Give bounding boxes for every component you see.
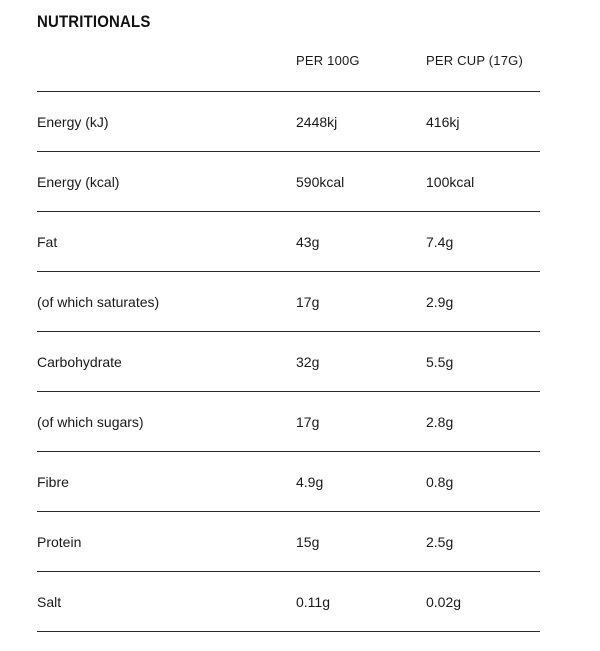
page-title: NUTRITIONALS (37, 12, 151, 31)
value-per-cup: 100kcal (426, 174, 475, 190)
value-per-cup: 2.8g (426, 414, 454, 430)
value-per-cup: 5.5g (426, 354, 454, 370)
value-per-100g: 43g (296, 234, 320, 250)
table-row (37, 512, 540, 572)
header-per-100g: PER 100G (296, 53, 360, 68)
nutrient-label: Energy (kJ) (37, 114, 109, 130)
value-per-100g: 17g (296, 294, 320, 310)
table-row (37, 272, 540, 332)
value-per-100g: 17g (296, 414, 320, 430)
value-per-100g: 32g (296, 354, 320, 370)
value-per-100g: 15g (296, 534, 320, 550)
value-per-cup: 7.4g (426, 234, 454, 250)
value-per-cup: 2.9g (426, 294, 454, 310)
value-per-cup: 2.5g (426, 534, 454, 550)
nutrient-label: Energy (kcal) (37, 174, 120, 190)
value-per-100g: 0.11g (296, 594, 330, 610)
table-row (37, 152, 540, 212)
value-per-100g: 590kcal (296, 174, 345, 190)
nutrient-label: Fibre (37, 474, 69, 490)
table-row (37, 332, 540, 392)
nutrition-table (37, 32, 540, 632)
header-per-cup: PER CUP (17G) (426, 53, 523, 68)
nutrient-label: (of which saturates) (37, 294, 160, 310)
nutrient-label: Fat (37, 234, 58, 250)
nutrient-label: Carbohydrate (37, 354, 122, 370)
table-header-row (37, 32, 540, 92)
table-row (37, 392, 540, 452)
nutrient-label: Salt (37, 594, 62, 610)
table-row (37, 452, 540, 512)
value-per-100g: 2448kj (296, 114, 338, 130)
value-per-cup: 416kj (426, 114, 460, 130)
value-per-cup: 0.8g (426, 474, 454, 490)
nutrient-label: Protein (37, 534, 82, 550)
table-row (37, 212, 540, 272)
table-row (37, 572, 540, 632)
value-per-100g: 4.9g (296, 474, 324, 490)
nutrient-label: (of which sugars) (37, 414, 144, 430)
value-per-cup: 0.02g (426, 594, 462, 610)
table-row (37, 92, 540, 152)
